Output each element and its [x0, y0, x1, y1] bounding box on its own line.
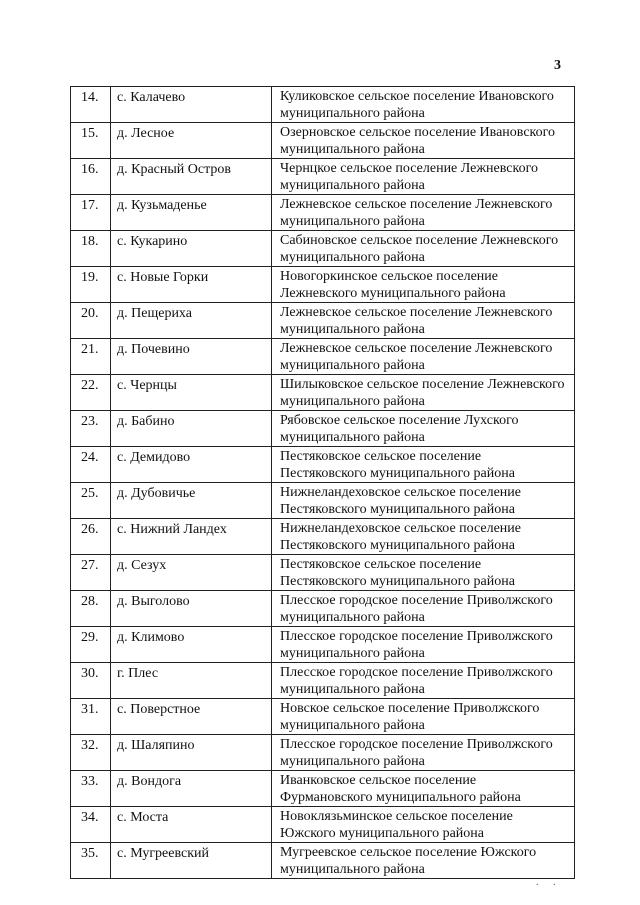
table-row — [71, 627, 575, 663]
locality-cell: д. Почевино — [111, 339, 272, 375]
settlement-cell: Пестяковское сельское поселение Пестяковского муниципального района — [272, 447, 575, 483]
settlement-cell: Куликовское сельское поселение Ивановского муниципального района — [272, 87, 575, 123]
locality-cell: д. Пещериха — [111, 303, 272, 339]
row-number: 34. — [71, 807, 111, 843]
settlement-cell: Чернцкое сельское поселение Лежневского муниципального района — [272, 159, 575, 195]
row-number: 18. — [71, 231, 111, 267]
table-row — [71, 807, 575, 843]
settlements-table — [70, 86, 575, 879]
row-number: 31. — [71, 699, 111, 735]
locality-cell: с. Кукарино — [111, 231, 272, 267]
row-number: 14. — [71, 87, 111, 123]
locality-cell: д. Сезух — [111, 555, 272, 591]
corner-mark: . . — [536, 877, 562, 888]
row-number: 30. — [71, 663, 111, 699]
settlement-cell: Плесское городское поселение Приволжского муниципального района — [272, 735, 575, 771]
settlement-cell: Лежневское сельское поселение Лежневского муниципального района — [272, 195, 575, 231]
table-row — [71, 771, 575, 807]
page-number: 3 — [554, 58, 561, 73]
settlement-cell: Шилыковское сельское поселение Лежневского муниципального района — [272, 375, 575, 411]
locality-cell: с. Поверстное — [111, 699, 272, 735]
table-row — [71, 411, 575, 447]
row-number: 23. — [71, 411, 111, 447]
locality-cell: г. Плес — [111, 663, 272, 699]
row-number: 16. — [71, 159, 111, 195]
table-row — [71, 447, 575, 483]
settlement-cell: Плесское городское поселение Приволжского муниципального района — [272, 663, 575, 699]
row-number: 26. — [71, 519, 111, 555]
locality-cell: с. Новые Горки — [111, 267, 272, 303]
row-number: 27. — [71, 555, 111, 591]
row-number: 19. — [71, 267, 111, 303]
settlement-cell: Лежневское сельское поселение Лежневского муниципального района — [272, 303, 575, 339]
locality-cell: с. Демидово — [111, 447, 272, 483]
settlement-cell: Нижнеландеховское сельское поселение Пестяковского муниципального района — [272, 483, 575, 519]
row-number: 15. — [71, 123, 111, 159]
settlement-cell: Новоклязьминское сельское поселение Южского муниципального района — [272, 807, 575, 843]
locality-cell: д. Шаляпино — [111, 735, 272, 771]
settlement-cell: Пестяковское сельское поселение Пестяковского муниципального района — [272, 555, 575, 591]
row-number: 17. — [71, 195, 111, 231]
table-row — [71, 123, 575, 159]
settlement-cell: Плесское городское поселение Приволжского муниципального района — [272, 627, 575, 663]
row-number: 29. — [71, 627, 111, 663]
row-number: 32. — [71, 735, 111, 771]
table-body — [71, 87, 575, 879]
locality-cell: д. Бабино — [111, 411, 272, 447]
row-number: 24. — [71, 447, 111, 483]
row-number: 21. — [71, 339, 111, 375]
table-row — [71, 339, 575, 375]
table-row — [71, 591, 575, 627]
locality-cell: с. Чернцы — [111, 375, 272, 411]
table-row — [71, 663, 575, 699]
settlement-cell: Новское сельское поселение Приволжского муниципального района — [272, 699, 575, 735]
settlement-cell: Лежневское сельское поселение Лежневского муниципального района — [272, 339, 575, 375]
settlement-cell: Иванковское сельское поселение Фурмановского муниципального района — [272, 771, 575, 807]
locality-cell: с. Моста — [111, 807, 272, 843]
table-row — [71, 555, 575, 591]
settlement-cell: Плесское городское поселение Приволжского муниципального района — [272, 591, 575, 627]
settlement-cell: Рябовское сельское поселение Лухского муниципального района — [272, 411, 575, 447]
locality-cell: д. Дубовичье — [111, 483, 272, 519]
settlement-cell: Сабиновское сельское поселение Лежневского муниципального района — [272, 231, 575, 267]
table-row — [71, 519, 575, 555]
locality-cell: д. Климово — [111, 627, 272, 663]
locality-cell: д. Вондога — [111, 771, 272, 807]
locality-cell: д. Кузьмаденье — [111, 195, 272, 231]
row-number: 28. — [71, 591, 111, 627]
settlement-cell: Мугреевское сельское поселение Южского муниципального района — [272, 843, 575, 879]
table-row — [71, 195, 575, 231]
row-number: 25. — [71, 483, 111, 519]
table-row — [71, 735, 575, 771]
table-row — [71, 159, 575, 195]
table-row — [71, 303, 575, 339]
table-row — [71, 267, 575, 303]
locality-cell: д. Красный Остров — [111, 159, 272, 195]
locality-cell: д. Выголово — [111, 591, 272, 627]
locality-cell: с. Нижний Ландех — [111, 519, 272, 555]
table-row — [71, 87, 575, 123]
locality-cell: д. Лесное — [111, 123, 272, 159]
row-number: 33. — [71, 771, 111, 807]
locality-cell: с. Калачево — [111, 87, 272, 123]
settlement-cell: Нижнеландеховское сельское поселение Пестяковского муниципального района — [272, 519, 575, 555]
row-number: 35. — [71, 843, 111, 879]
row-number: 20. — [71, 303, 111, 339]
table-row — [71, 843, 575, 879]
row-number: 22. — [71, 375, 111, 411]
table-row — [71, 699, 575, 735]
table-row — [71, 483, 575, 519]
settlement-cell: Озерновское сельское поселение Ивановского муниципального района — [272, 123, 575, 159]
settlement-cell: Новогоркинское сельское поселение Лежневского муниципального района — [272, 267, 575, 303]
locality-cell: с. Мугреевский — [111, 843, 272, 879]
table-row — [71, 231, 575, 267]
table-row — [71, 375, 575, 411]
